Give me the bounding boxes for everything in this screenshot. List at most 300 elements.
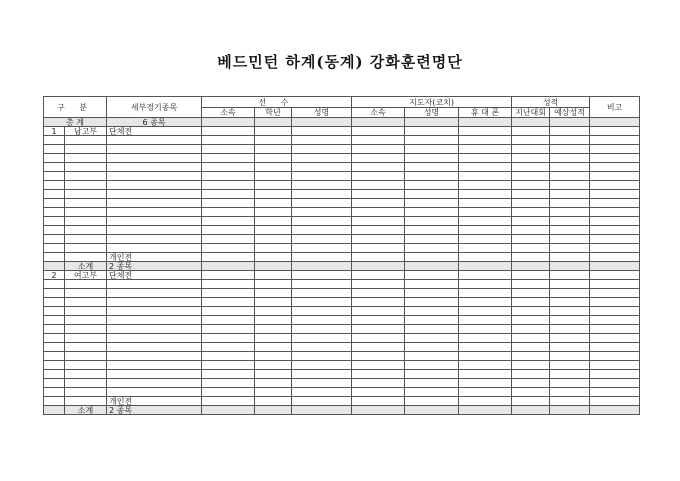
table-cell[interactable] (405, 325, 459, 334)
table-cell[interactable] (255, 271, 292, 280)
table-cell[interactable] (255, 217, 292, 226)
table-cell[interactable] (512, 334, 550, 343)
table-cell[interactable] (590, 190, 640, 199)
table-cell[interactable] (107, 217, 202, 226)
table-cell[interactable] (255, 145, 292, 154)
table-cell[interactable] (292, 280, 352, 289)
table-cell[interactable] (590, 325, 640, 334)
table-cell[interactable] (512, 262, 550, 271)
table-cell[interactable] (202, 145, 255, 154)
table-cell[interactable] (459, 316, 512, 325)
table-cell[interactable] (590, 199, 640, 208)
table-cell[interactable] (255, 379, 292, 388)
table-cell[interactable] (405, 352, 459, 361)
table-cell[interactable] (44, 136, 65, 145)
table-cell[interactable] (405, 190, 459, 199)
table-cell[interactable] (550, 262, 590, 271)
table-cell[interactable] (352, 271, 405, 280)
table-cell[interactable] (292, 136, 352, 145)
table-cell[interactable] (255, 127, 292, 136)
table-cell[interactable] (202, 298, 255, 307)
table-cell[interactable] (512, 127, 550, 136)
table-cell[interactable] (459, 253, 512, 262)
table-cell[interactable] (255, 316, 292, 325)
table-cell[interactable] (202, 199, 255, 208)
table-cell[interactable] (65, 343, 107, 352)
table-cell[interactable] (590, 217, 640, 226)
table-cell[interactable] (352, 343, 405, 352)
table-cell[interactable] (352, 298, 405, 307)
table-cell[interactable] (512, 190, 550, 199)
table-cell[interactable] (459, 361, 512, 370)
table-cell[interactable] (512, 136, 550, 145)
table-cell[interactable] (65, 379, 107, 388)
table-cell[interactable] (352, 172, 405, 181)
table-cell[interactable] (512, 208, 550, 217)
table-cell[interactable] (65, 298, 107, 307)
table-cell[interactable] (255, 172, 292, 181)
table-cell[interactable] (405, 361, 459, 370)
table-cell[interactable] (107, 307, 202, 316)
table-cell[interactable] (255, 343, 292, 352)
table-cell[interactable] (459, 280, 512, 289)
table-cell[interactable] (459, 334, 512, 343)
table-cell[interactable] (292, 271, 352, 280)
table-cell[interactable] (44, 289, 65, 298)
table-cell[interactable] (65, 289, 107, 298)
table-cell[interactable] (512, 244, 550, 253)
table-cell[interactable] (107, 226, 202, 235)
table-cell[interactable] (107, 298, 202, 307)
table-cell[interactable] (352, 136, 405, 145)
table-cell[interactable] (44, 226, 65, 235)
table-cell[interactable] (512, 343, 550, 352)
table-cell[interactable] (44, 406, 65, 415)
table-cell[interactable] (459, 406, 512, 415)
table-cell[interactable] (590, 361, 640, 370)
table-cell[interactable] (202, 154, 255, 163)
table-cell[interactable] (202, 289, 255, 298)
table-cell[interactable] (65, 163, 107, 172)
table-cell[interactable] (590, 352, 640, 361)
table-cell[interactable] (255, 154, 292, 163)
table-cell[interactable] (590, 208, 640, 217)
table-cell[interactable] (107, 244, 202, 253)
table-cell[interactable] (459, 226, 512, 235)
table-cell[interactable] (405, 217, 459, 226)
table-cell[interactable] (352, 352, 405, 361)
table-cell[interactable] (459, 298, 512, 307)
table-cell[interactable] (550, 298, 590, 307)
table-cell[interactable] (405, 181, 459, 190)
table-cell[interactable] (512, 316, 550, 325)
table-cell[interactable] (590, 181, 640, 190)
table-cell[interactable] (405, 226, 459, 235)
table-cell[interactable] (44, 397, 65, 406)
table-cell[interactable] (202, 370, 255, 379)
table-cell[interactable] (65, 388, 107, 397)
table-cell[interactable] (292, 370, 352, 379)
table-cell[interactable] (590, 127, 640, 136)
table-cell[interactable] (255, 235, 292, 244)
table-cell[interactable] (590, 388, 640, 397)
table-cell[interactable] (405, 271, 459, 280)
table-cell[interactable] (292, 235, 352, 244)
table-cell[interactable] (255, 334, 292, 343)
table-cell[interactable] (44, 154, 65, 163)
table-cell[interactable] (255, 181, 292, 190)
table-cell[interactable] (459, 199, 512, 208)
table-cell[interactable] (65, 136, 107, 145)
table-cell[interactable] (352, 262, 405, 271)
table-cell[interactable] (550, 388, 590, 397)
table-cell[interactable] (590, 343, 640, 352)
table-cell[interactable] (202, 253, 255, 262)
table-cell[interactable] (255, 397, 292, 406)
table-cell[interactable] (550, 397, 590, 406)
table-cell[interactable] (202, 181, 255, 190)
table-cell[interactable] (459, 307, 512, 316)
table-cell[interactable] (107, 334, 202, 343)
table-cell[interactable] (292, 217, 352, 226)
table-cell[interactable] (352, 235, 405, 244)
table-cell[interactable] (512, 163, 550, 172)
table-cell[interactable] (65, 199, 107, 208)
table-cell[interactable] (255, 388, 292, 397)
table-cell[interactable] (405, 316, 459, 325)
table-cell[interactable] (352, 334, 405, 343)
table-cell[interactable] (459, 136, 512, 145)
table-cell[interactable] (65, 208, 107, 217)
table-cell[interactable] (459, 181, 512, 190)
table-cell[interactable] (107, 190, 202, 199)
table-cell[interactable] (352, 190, 405, 199)
table-cell[interactable] (590, 253, 640, 262)
table-cell[interactable] (107, 163, 202, 172)
table-cell[interactable] (65, 316, 107, 325)
table-cell[interactable] (202, 343, 255, 352)
table-cell[interactable] (292, 181, 352, 190)
table-cell[interactable] (255, 226, 292, 235)
table-cell[interactable] (459, 388, 512, 397)
table-cell[interactable] (292, 307, 352, 316)
table-cell[interactable] (107, 361, 202, 370)
table-cell[interactable] (512, 280, 550, 289)
table-cell[interactable] (292, 406, 352, 415)
table-cell[interactable] (405, 379, 459, 388)
table-cell[interactable] (255, 163, 292, 172)
table-cell[interactable] (405, 370, 459, 379)
table-cell[interactable] (459, 289, 512, 298)
table-cell[interactable] (255, 361, 292, 370)
table-cell[interactable] (352, 397, 405, 406)
table-cell[interactable] (107, 316, 202, 325)
table-cell[interactable] (255, 406, 292, 415)
table-cell[interactable] (107, 154, 202, 163)
table-cell[interactable] (590, 370, 640, 379)
table-cell[interactable] (255, 208, 292, 217)
table-cell[interactable] (405, 262, 459, 271)
table-cell[interactable] (590, 154, 640, 163)
table-cell[interactable] (352, 379, 405, 388)
table-cell[interactable] (107, 352, 202, 361)
table-cell[interactable] (352, 325, 405, 334)
table-cell[interactable] (352, 307, 405, 316)
table-cell[interactable] (405, 343, 459, 352)
table-cell[interactable] (590, 244, 640, 253)
table-cell[interactable] (107, 235, 202, 244)
table-cell[interactable] (44, 325, 65, 334)
table-cell[interactable] (590, 271, 640, 280)
table-cell[interactable] (590, 298, 640, 307)
table-cell[interactable] (65, 253, 107, 262)
table-cell[interactable] (550, 334, 590, 343)
table-cell[interactable] (107, 388, 202, 397)
table-cell[interactable] (202, 406, 255, 415)
table-cell[interactable] (550, 352, 590, 361)
table-cell[interactable] (292, 379, 352, 388)
table-cell[interactable] (352, 217, 405, 226)
table-cell[interactable] (292, 244, 352, 253)
table-cell[interactable] (255, 136, 292, 145)
table-cell[interactable] (512, 325, 550, 334)
table-cell[interactable] (590, 397, 640, 406)
table-cell[interactable] (292, 352, 352, 361)
table-cell[interactable] (459, 163, 512, 172)
table-cell[interactable] (590, 280, 640, 289)
table-cell[interactable] (459, 208, 512, 217)
table-cell[interactable] (202, 271, 255, 280)
table-cell[interactable] (44, 361, 65, 370)
table-cell[interactable] (459, 379, 512, 388)
table-cell[interactable] (292, 145, 352, 154)
table-cell[interactable] (65, 397, 107, 406)
table-cell[interactable] (550, 172, 590, 181)
table-cell[interactable] (65, 235, 107, 244)
table-cell[interactable] (459, 370, 512, 379)
table-cell[interactable] (405, 136, 459, 145)
table-cell[interactable] (255, 199, 292, 208)
table-cell[interactable] (550, 271, 590, 280)
table-cell[interactable] (107, 199, 202, 208)
table-cell[interactable] (550, 307, 590, 316)
table-cell[interactable] (107, 325, 202, 334)
table-cell[interactable] (65, 190, 107, 199)
table-cell[interactable] (292, 262, 352, 271)
table-cell[interactable] (512, 361, 550, 370)
table-cell[interactable] (352, 226, 405, 235)
table-cell[interactable] (459, 217, 512, 226)
table-cell[interactable] (352, 289, 405, 298)
table-cell[interactable] (405, 172, 459, 181)
table-cell[interactable] (459, 352, 512, 361)
table-cell[interactable] (255, 244, 292, 253)
table-cell[interactable] (459, 262, 512, 271)
table-cell[interactable] (352, 145, 405, 154)
table-cell[interactable] (44, 298, 65, 307)
table-cell[interactable] (512, 154, 550, 163)
table-cell[interactable] (44, 235, 65, 244)
table-cell[interactable] (65, 307, 107, 316)
table-cell[interactable] (107, 370, 202, 379)
table-cell[interactable] (352, 406, 405, 415)
table-cell[interactable] (292, 127, 352, 136)
table-cell[interactable] (255, 307, 292, 316)
table-cell[interactable] (550, 181, 590, 190)
table-cell[interactable] (512, 397, 550, 406)
table-cell[interactable] (107, 145, 202, 154)
table-cell[interactable] (590, 406, 640, 415)
table-cell[interactable] (292, 397, 352, 406)
table-cell[interactable] (550, 163, 590, 172)
table-cell[interactable] (44, 334, 65, 343)
table-cell[interactable] (44, 253, 65, 262)
table-cell[interactable] (459, 235, 512, 244)
table-cell[interactable] (405, 199, 459, 208)
table-cell[interactable] (550, 127, 590, 136)
table-cell[interactable] (352, 244, 405, 253)
table-cell[interactable] (405, 406, 459, 415)
table-cell[interactable] (65, 172, 107, 181)
table-cell[interactable] (550, 379, 590, 388)
table-cell[interactable] (590, 334, 640, 343)
table-cell[interactable] (512, 199, 550, 208)
table-cell[interactable] (590, 226, 640, 235)
table-cell[interactable] (44, 163, 65, 172)
table-cell[interactable] (590, 307, 640, 316)
table-cell[interactable] (202, 163, 255, 172)
table-cell[interactable] (292, 208, 352, 217)
table-cell[interactable] (459, 325, 512, 334)
table-cell[interactable] (590, 316, 640, 325)
table-cell[interactable] (405, 334, 459, 343)
table-cell[interactable] (352, 181, 405, 190)
table-cell[interactable] (550, 370, 590, 379)
table-cell[interactable] (202, 280, 255, 289)
table-cell[interactable] (550, 208, 590, 217)
table-cell[interactable] (292, 172, 352, 181)
table-cell[interactable] (65, 154, 107, 163)
table-cell[interactable] (107, 172, 202, 181)
table-cell[interactable] (512, 145, 550, 154)
table-cell[interactable] (590, 145, 640, 154)
table-cell[interactable] (107, 136, 202, 145)
table-cell[interactable] (202, 379, 255, 388)
table-cell[interactable] (255, 370, 292, 379)
table-cell[interactable] (512, 298, 550, 307)
table-cell[interactable] (512, 172, 550, 181)
table-cell[interactable] (352, 280, 405, 289)
table-cell[interactable] (107, 280, 202, 289)
table-cell[interactable] (550, 343, 590, 352)
table-cell[interactable] (255, 298, 292, 307)
table-cell[interactable] (44, 199, 65, 208)
table-cell[interactable] (459, 271, 512, 280)
table-cell[interactable] (44, 343, 65, 352)
table-cell[interactable] (292, 163, 352, 172)
table-cell[interactable] (512, 307, 550, 316)
table-cell[interactable] (255, 325, 292, 334)
table-cell[interactable] (352, 388, 405, 397)
table-cell[interactable] (352, 253, 405, 262)
table-cell[interactable] (352, 163, 405, 172)
table-cell[interactable] (550, 136, 590, 145)
table-cell[interactable] (202, 361, 255, 370)
table-cell[interactable] (255, 352, 292, 361)
table-cell[interactable] (405, 253, 459, 262)
table-cell[interactable] (550, 253, 590, 262)
table-cell[interactable] (107, 208, 202, 217)
table-cell[interactable] (550, 325, 590, 334)
table-cell[interactable] (65, 352, 107, 361)
table-cell[interactable] (459, 127, 512, 136)
table-cell[interactable] (459, 145, 512, 154)
table-cell[interactable] (292, 199, 352, 208)
table-cell[interactable] (44, 208, 65, 217)
table-cell[interactable] (202, 334, 255, 343)
table-cell[interactable] (65, 244, 107, 253)
table-cell[interactable] (352, 208, 405, 217)
table-cell[interactable] (459, 244, 512, 253)
table-cell[interactable] (292, 298, 352, 307)
table-cell[interactable] (255, 289, 292, 298)
table-cell[interactable] (107, 181, 202, 190)
table-cell[interactable] (292, 253, 352, 262)
table-cell[interactable] (352, 370, 405, 379)
table-cell[interactable] (107, 379, 202, 388)
table-cell[interactable] (44, 352, 65, 361)
table-cell[interactable] (202, 316, 255, 325)
table-cell[interactable] (44, 379, 65, 388)
table-cell[interactable] (65, 226, 107, 235)
table-cell[interactable] (44, 280, 65, 289)
table-cell[interactable] (352, 361, 405, 370)
table-cell[interactable] (107, 343, 202, 352)
table-cell[interactable] (202, 226, 255, 235)
table-cell[interactable] (44, 217, 65, 226)
table-cell[interactable] (65, 181, 107, 190)
table-cell[interactable] (512, 370, 550, 379)
table-cell[interactable] (202, 352, 255, 361)
table-cell[interactable] (202, 325, 255, 334)
table-cell[interactable] (202, 217, 255, 226)
table-cell[interactable] (255, 280, 292, 289)
table-cell[interactable] (44, 145, 65, 154)
table-cell[interactable] (292, 361, 352, 370)
table-cell[interactable] (590, 235, 640, 244)
table-cell[interactable] (202, 307, 255, 316)
table-cell[interactable] (512, 352, 550, 361)
table-cell[interactable] (405, 388, 459, 397)
table-cell[interactable] (405, 397, 459, 406)
table-cell[interactable] (65, 325, 107, 334)
table-cell[interactable] (550, 406, 590, 415)
table-cell[interactable] (352, 199, 405, 208)
table-cell[interactable] (202, 172, 255, 181)
table-cell[interactable] (202, 235, 255, 244)
table-cell[interactable] (512, 253, 550, 262)
table-cell[interactable] (512, 271, 550, 280)
table-cell[interactable] (405, 307, 459, 316)
table-cell[interactable] (202, 397, 255, 406)
table-cell[interactable] (550, 244, 590, 253)
table-cell[interactable] (202, 208, 255, 217)
table-cell[interactable] (352, 154, 405, 163)
table-cell[interactable] (65, 145, 107, 154)
table-cell[interactable] (202, 127, 255, 136)
table-cell[interactable] (590, 172, 640, 181)
table-cell[interactable] (44, 244, 65, 253)
